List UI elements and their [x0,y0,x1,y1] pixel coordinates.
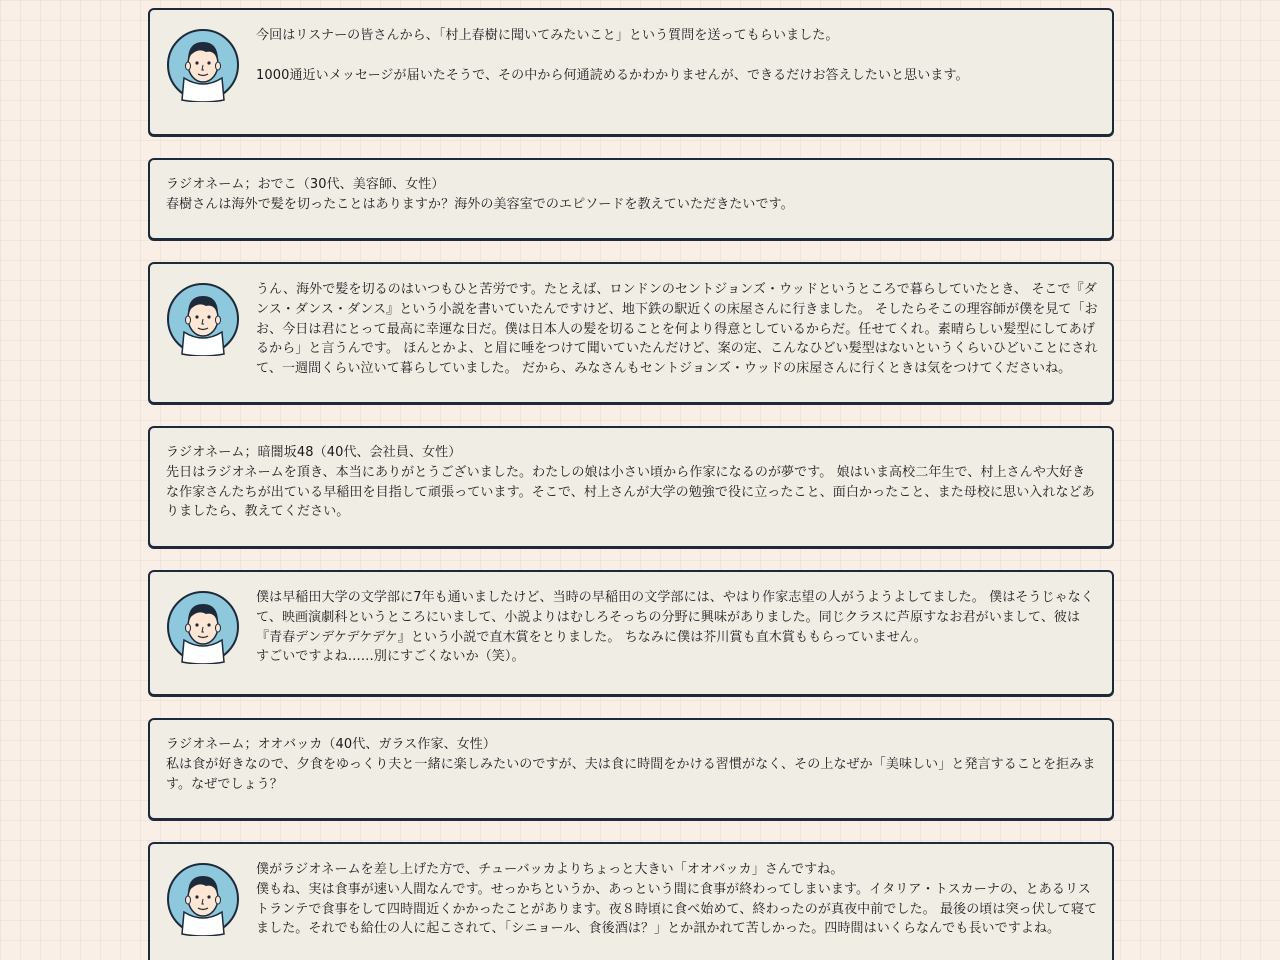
question-body: 先日はラジオネームを頂き、本当にありがとうございました。わたしの娘は小さい頃から作家になるのが夢です。 娘はいま高校二年生で、村上さんや大好きな作家さんたちが出ている早稲田を目指して頑張っています。そこで、村上さんが大学の勉強で役に立ったこと、面白かったこと、また母校に思い入れなどありましたら、教えてください。 [166,464,1095,520]
murakami-avatar-icon [166,862,240,936]
answer-card [148,8,1114,136]
question-text [166,735,1098,794]
answer-paragraph: うん、海外で髪を切るのはいつもひと苦労です。たとえば、ロンドンのセントジョンズ・ウッドというところで暮らしていたとき、 そこで『ダンス・ダンス・ダンス』という小説を書いていたんですけど、地下鉄の駅近くの床屋さんに行きました。 そしたらそこの理容師が僕を見て「おお、今日は君にとって最高に幸運な日だ。僕は日本人の髪を切ることを何より得意としているからだ。任せてくれ。素晴らしい髪型にしてあげるから」と言うんです。 ほんとかよ、と眉に唾をつけて聞いていたんだけど、案の定、こんなひどい髪型はないというくらいひどいことにされて、一週間くらい泣いて暮らしていました。 だから、みなさんもセントジョンズ・ウッドの床屋さんに行くときは気をつけてくださいね。 [256,282,1098,377]
question-card [148,718,1114,820]
murakami-avatar-icon [166,590,240,664]
answer-paragraph: 僕もね、実は食事が速い人間なんです。せっかちというか、あっという間に食事が終わってしまいます。イタリア・トスカーナの、とあるリストランテで食事をして四時間近くかかったことがあります。夜８時頃に食べ始めて、終わったのが真夜中前でした。 最後の頃は突っ伏して寝てました。それでも給仕の人に起こされて、「シニョール、食後酒は？」とか訊かれて苦しかった。四時間はいくらなんでも長いですよね。 [256,881,1098,937]
question-body: 私は食が好きなので、夕食をゆっくり夫と一緒に楽しみたいのですが、夫は食に時間をかける習慣がなく、その上なぜか「美味しい」と発言することを拒みます。なぜでしょう？ [166,756,1096,792]
question-card [148,426,1114,548]
answer-text [256,26,1098,86]
murakami-avatar-icon [166,282,240,356]
answer-card [148,570,1114,696]
answer-paragraph: すごいですよね……別にすごくないか（笑）。 [256,649,525,665]
radio-name: ラジオネーム；オオバッカ（40代、ガラス作家、女性） [166,737,496,752]
question-card [148,158,1114,240]
answer-text [256,280,1098,379]
question-text [166,175,1098,215]
answer-paragraph: 僕は早稲田大学の文学部に7年も通いましたけど、当時の早稲田の文学部には、やはり作家志望の人がうようよしてました。 僕はそうじゃなくて、映画演劇科というところにいまして、小説よりはむしろそっちの分野に興味がありました。同じクラスに芦原すなお君がいまして、彼は『青春デンデケデケデケ』という小説で直木賞をとりました。 ちなみに僕は芥川賞も直木賞ももらっていません。 [256,590,1094,645]
answer-card [148,842,1114,960]
answer-card [148,262,1114,404]
question-text [166,443,1098,522]
murakami-avatar-icon [166,28,240,102]
radio-name: ラジオネーム；暗闇坂48（40代、会社員、女性） [166,445,462,460]
radio-name: ラジオネーム；おでこ（30代、美容師、女性） [166,177,445,192]
answer-text [256,860,1098,939]
answer-paragraph: 1000通近いメッセージが届いたそうで、その中から何通読めるかわかりませんが、できるだけお答えしたいと思います。 [256,67,969,83]
question-body: 春樹さんは海外で髪を切ったことはありますか？海外の美容室でのエピソードを教えていただきたいです。 [166,196,794,212]
answer-paragraph: 今回はリスナーの皆さんから、「村上春樹に聞いてみたいこと」という質問を送ってもらいました。 [256,28,839,43]
answer-text [256,588,1098,667]
answer-paragraph: 僕がラジオネームを差し上げた方で、チューバッカよりちょっと大きい「オオバッカ」さんですね。 [256,862,844,877]
